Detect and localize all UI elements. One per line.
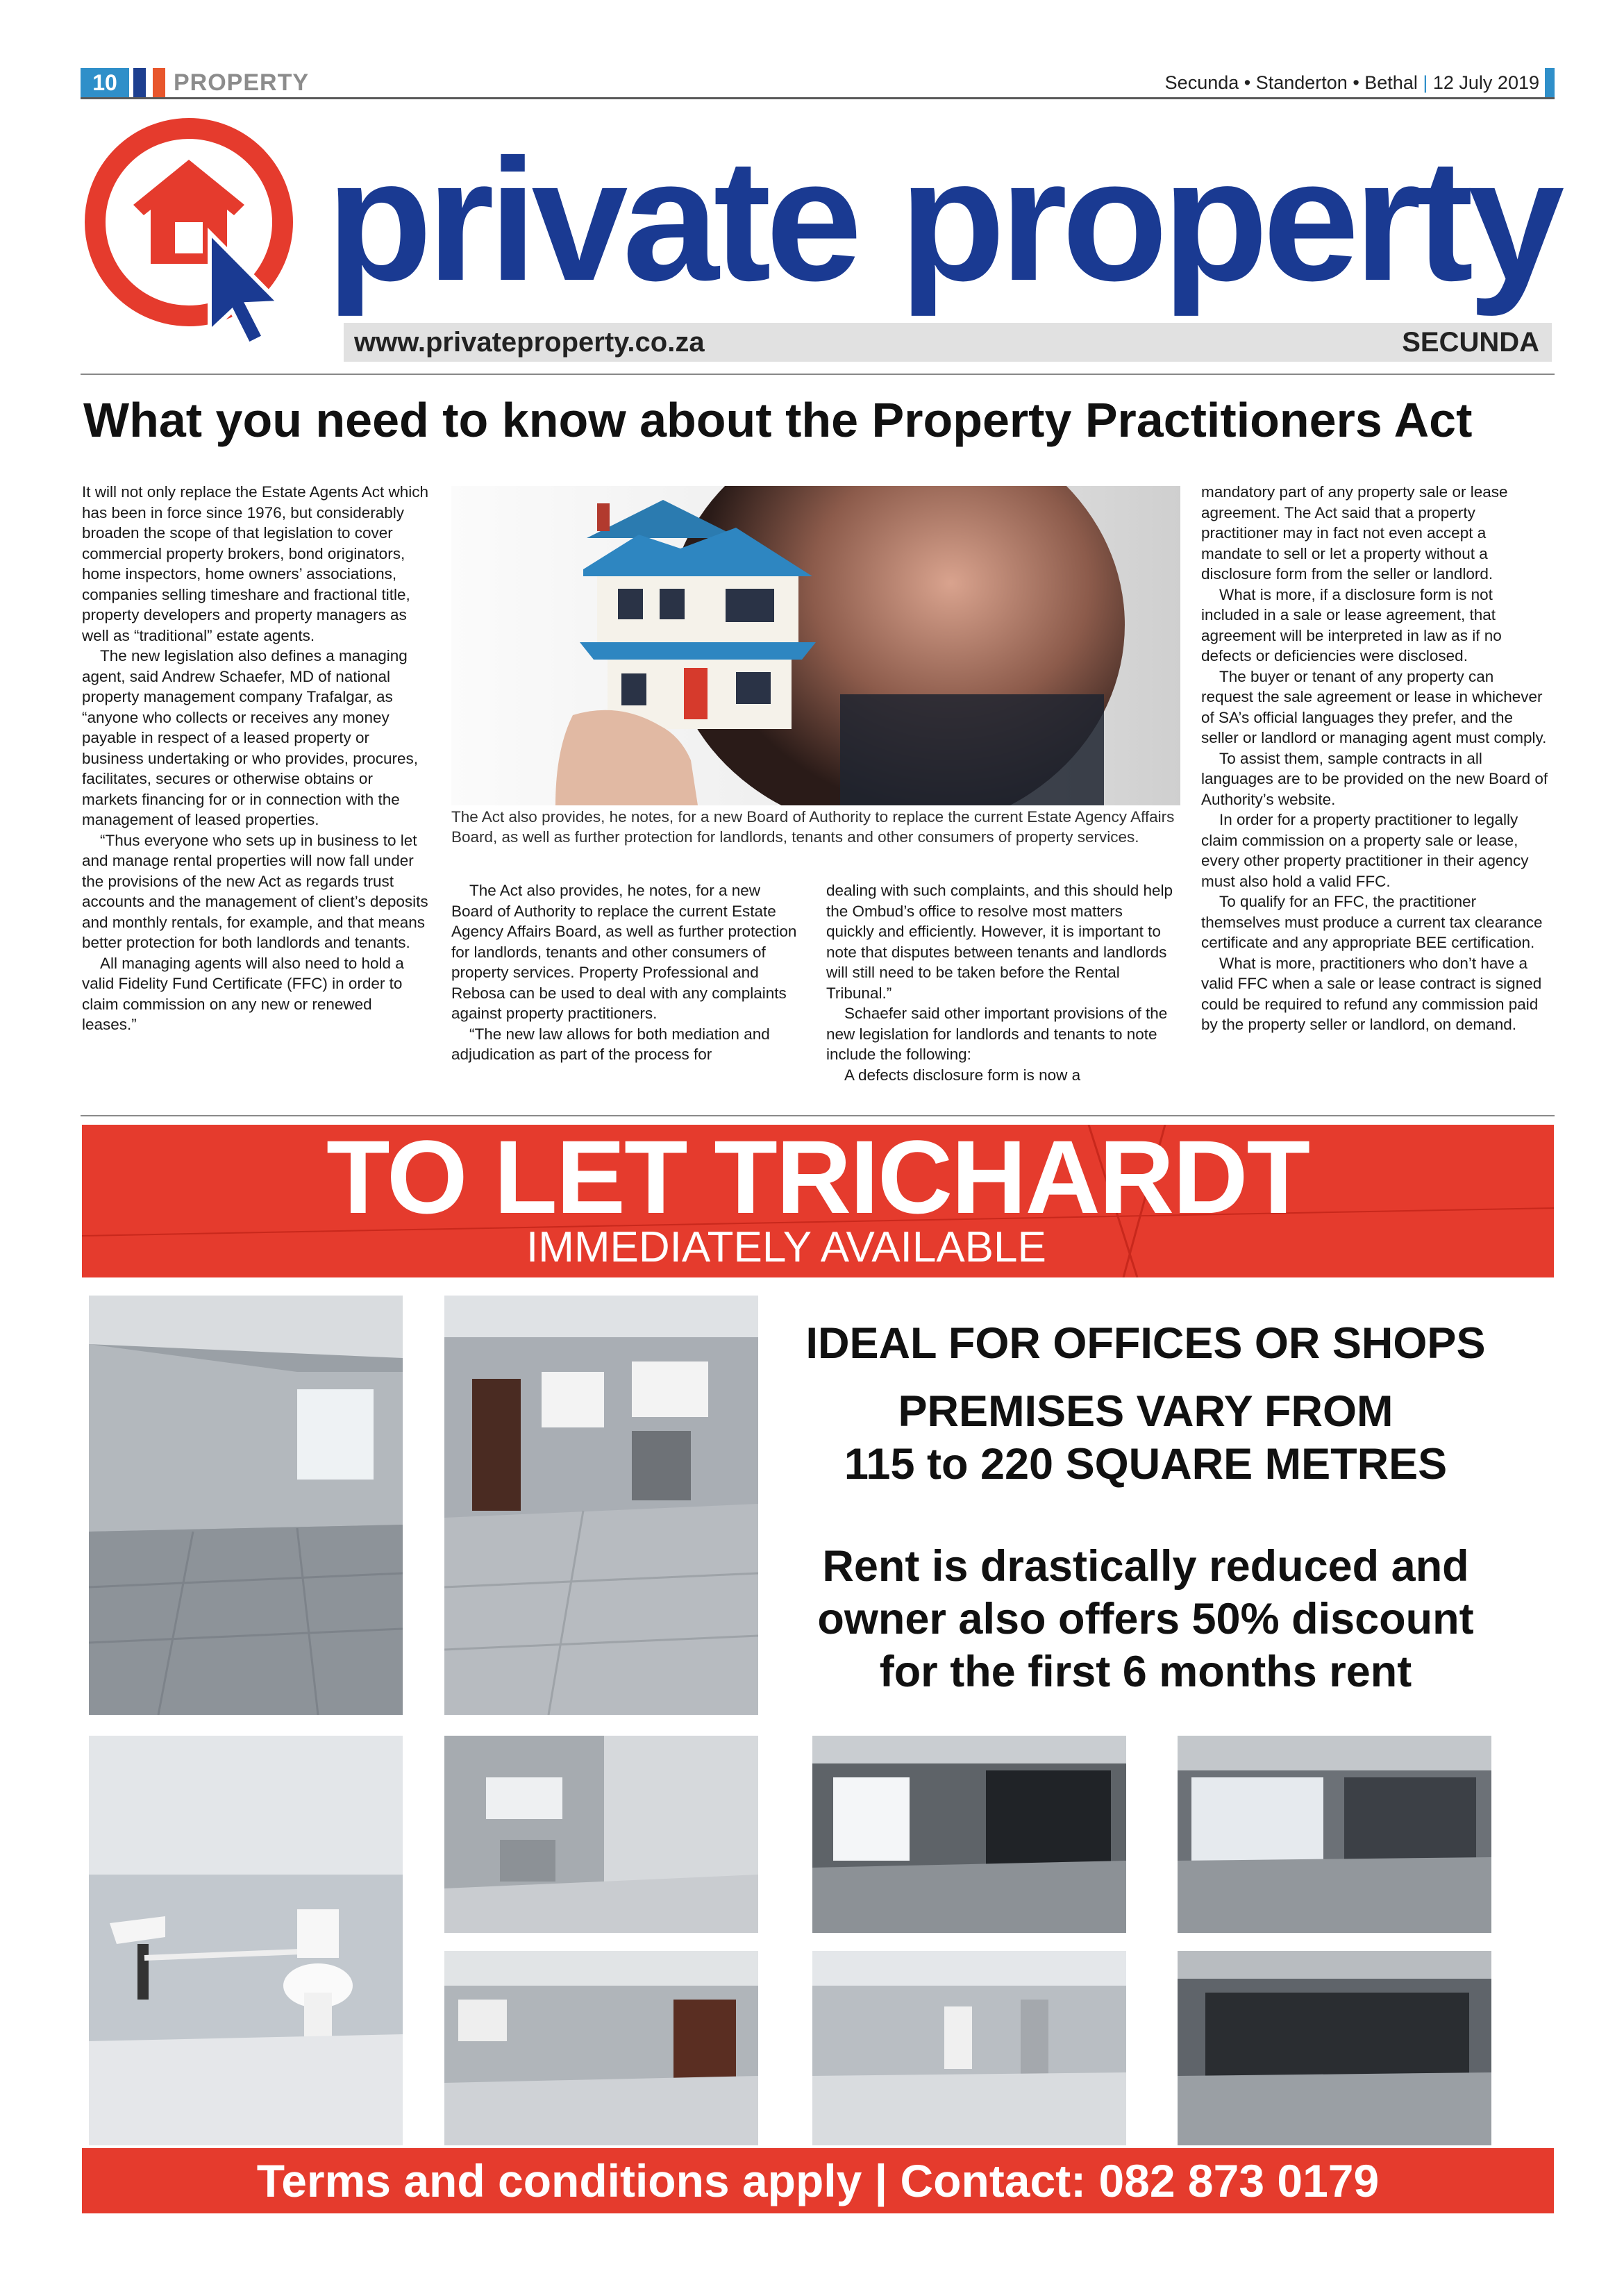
- paragraph: All managing agents will also need to hold a valid Fidelity Fund Certificate (FFC) in order to claim commission on any new or renewed leases.”: [82, 954, 404, 1033]
- advert-line: PREMISES VARY FROM: [898, 1387, 1393, 1436]
- advert-line: for the first 6 months rent: [879, 1648, 1412, 1696]
- room-photo: [444, 1951, 758, 2145]
- paragraph: mandatory part of any property sale or lease agreement. The Act said that a property practitioner may in fact not even accept a mandate to sell or let a property without a disclosure form from the seller or landlord.: [1201, 483, 1508, 583]
- advert-line: IDEAL FOR OFFICES OR SHOPS: [805, 1319, 1486, 1368]
- area-label: SECUNDA: [1402, 327, 1539, 358]
- paragraph: To qualify for an FFC, the practitioner themselves must produce a current tax clearance certificate and any appropriate BEE certification.: [1201, 893, 1543, 951]
- paragraph: A defects disclosure form is now a: [844, 1066, 1081, 1084]
- article-column-1: [82, 482, 429, 1035]
- advert-contact-line: Terms and conditions apply | Contact: 082 873 0179: [256, 2155, 1380, 2206]
- website-url[interactable]: www.privateproperty.co.za: [354, 327, 705, 358]
- paragraph: The buyer or tenant of any property can request the sale agreement or lease in whichever of SA’s official languages they prefer, and the seller or landlord or managing agent must comply.: [1201, 667, 1547, 746]
- paragraph: The new legislation also defines a managing agent, said Andrew Schaefer, MD of national property management company Trafalgar, as “anyone who collects or receives any money payable in respect of a leased property or business undertaking or who provides, procures, facilitates, secures or otherwise obtains or markets financing for or in connection with the management of leased properties.: [82, 647, 419, 828]
- article-column-3: [826, 880, 1173, 1085]
- paragraph: dealing with such complaints, and this should help the Ombud’s office to resolve most matters quickly and efficiently. However, it is important to note that disputes between tenants and landlords will still need to be taken before the Rental Tribunal.”: [826, 882, 1173, 1002]
- advert-title: TO LET TRICHARDT: [326, 1118, 1309, 1235]
- brand-logo-text: private property: [326, 123, 1559, 317]
- house-pin-cursor-icon: [78, 111, 314, 347]
- header-accent-block: [133, 68, 146, 97]
- paragraph: It will not only replace the Estate Agents Act which has been in force since 1976, but considerably broaden the scope of that legislation to cover commercial property brokers, bond originators, home inspectors, home owners’ associations, companies selling timeshare and fractional title, property developers and property managers as well as “traditional” estate agents.: [82, 483, 429, 644]
- page-number: 10: [81, 68, 129, 97]
- room-photo: [812, 1951, 1126, 2145]
- paragraph: In order for a property practitioner to legally claim commission on a property sale or lease, every other property practitioner in their agency must also hold a valid FFC.: [1201, 811, 1529, 890]
- edition-towns: Secunda • Standerton • Bethal: [1164, 72, 1418, 93]
- article-divider: [81, 1115, 1555, 1116]
- advert-line: 115 to 220 SQUARE METRES: [844, 1440, 1448, 1489]
- paragraph: Schaefer said other important provisions of the new legislation for landlords and tenants to note include the following:: [826, 1005, 1168, 1063]
- section-label: PROPERTY: [174, 69, 310, 96]
- article-photo-hand-holding-house: [451, 486, 1180, 805]
- room-photo: [89, 1296, 403, 1715]
- room-photo: [812, 1736, 1126, 1933]
- header-accent-block: [1545, 68, 1555, 97]
- paragraph: What is more, practitioners who don’t have a valid FFC when a sale or lease contract is signed could be required to refund any commission paid by the property seller or landlord, on demand.: [1201, 954, 1542, 1033]
- advert-subtitle: IMMEDIATELY AVAILABLE: [526, 1223, 1046, 1271]
- paragraph: The Act also provides, he notes, for a new Board of Authority to replace the current Estate Agency Affairs Board, as well as further protection for landlords, tenants and other consumers of property services. Property Professional and Rebosa can be used to deal with any complaints against property practitioners.: [451, 882, 797, 1022]
- bathroom-photo: [89, 1736, 403, 2145]
- article-column-2: [451, 880, 798, 1065]
- article-column-4: [1201, 482, 1548, 1035]
- paragraph: “The new law allows for both mediation and adjudication as part of the process for: [451, 1025, 770, 1063]
- photo-caption: The Act also provides, he notes, for a new Board of Authority to replace the current Estate Agency Affairs Board, as well as further protection for landlords, tenants and other consumers of property services.: [451, 808, 1175, 846]
- issue-date: 12 July 2019: [1432, 72, 1539, 93]
- advert-line: owner also offers 50% discount: [817, 1595, 1474, 1643]
- masthead-rule: [81, 374, 1555, 375]
- header-accent-block: [153, 68, 165, 97]
- room-photo: [444, 1736, 758, 1933]
- paragraph: To assist them, sample contracts in all languages are to be provided on the new Board of Authority’s website.: [1201, 749, 1548, 808]
- paragraph: What is more, if a disclosure form is not included in a sale or lease agreement, that agreement will be interpreted in law as if no defects or deficiencies were disclosed.: [1201, 585, 1502, 664]
- header-rule: [81, 97, 1555, 99]
- room-photo: [1178, 1951, 1491, 2145]
- room-photo: [444, 1296, 758, 1715]
- room-photo: [1178, 1736, 1491, 1933]
- paragraph: “Thus everyone who sets up in business to let and manage rental properties will now fall under the provisions of the new Act as regards trust accounts and the management of client’s deposits and monthly rentals, for example, and that means better protection for both landlords and tenants.: [82, 831, 428, 951]
- article-headline: What you need to know about the Property Practitioners Act: [83, 393, 1473, 447]
- advert-line: Rent is drastically reduced and: [822, 1542, 1469, 1591]
- edition-dateline: Secunda • Standerton • Bethal | 12 July 2019: [1164, 72, 1539, 93]
